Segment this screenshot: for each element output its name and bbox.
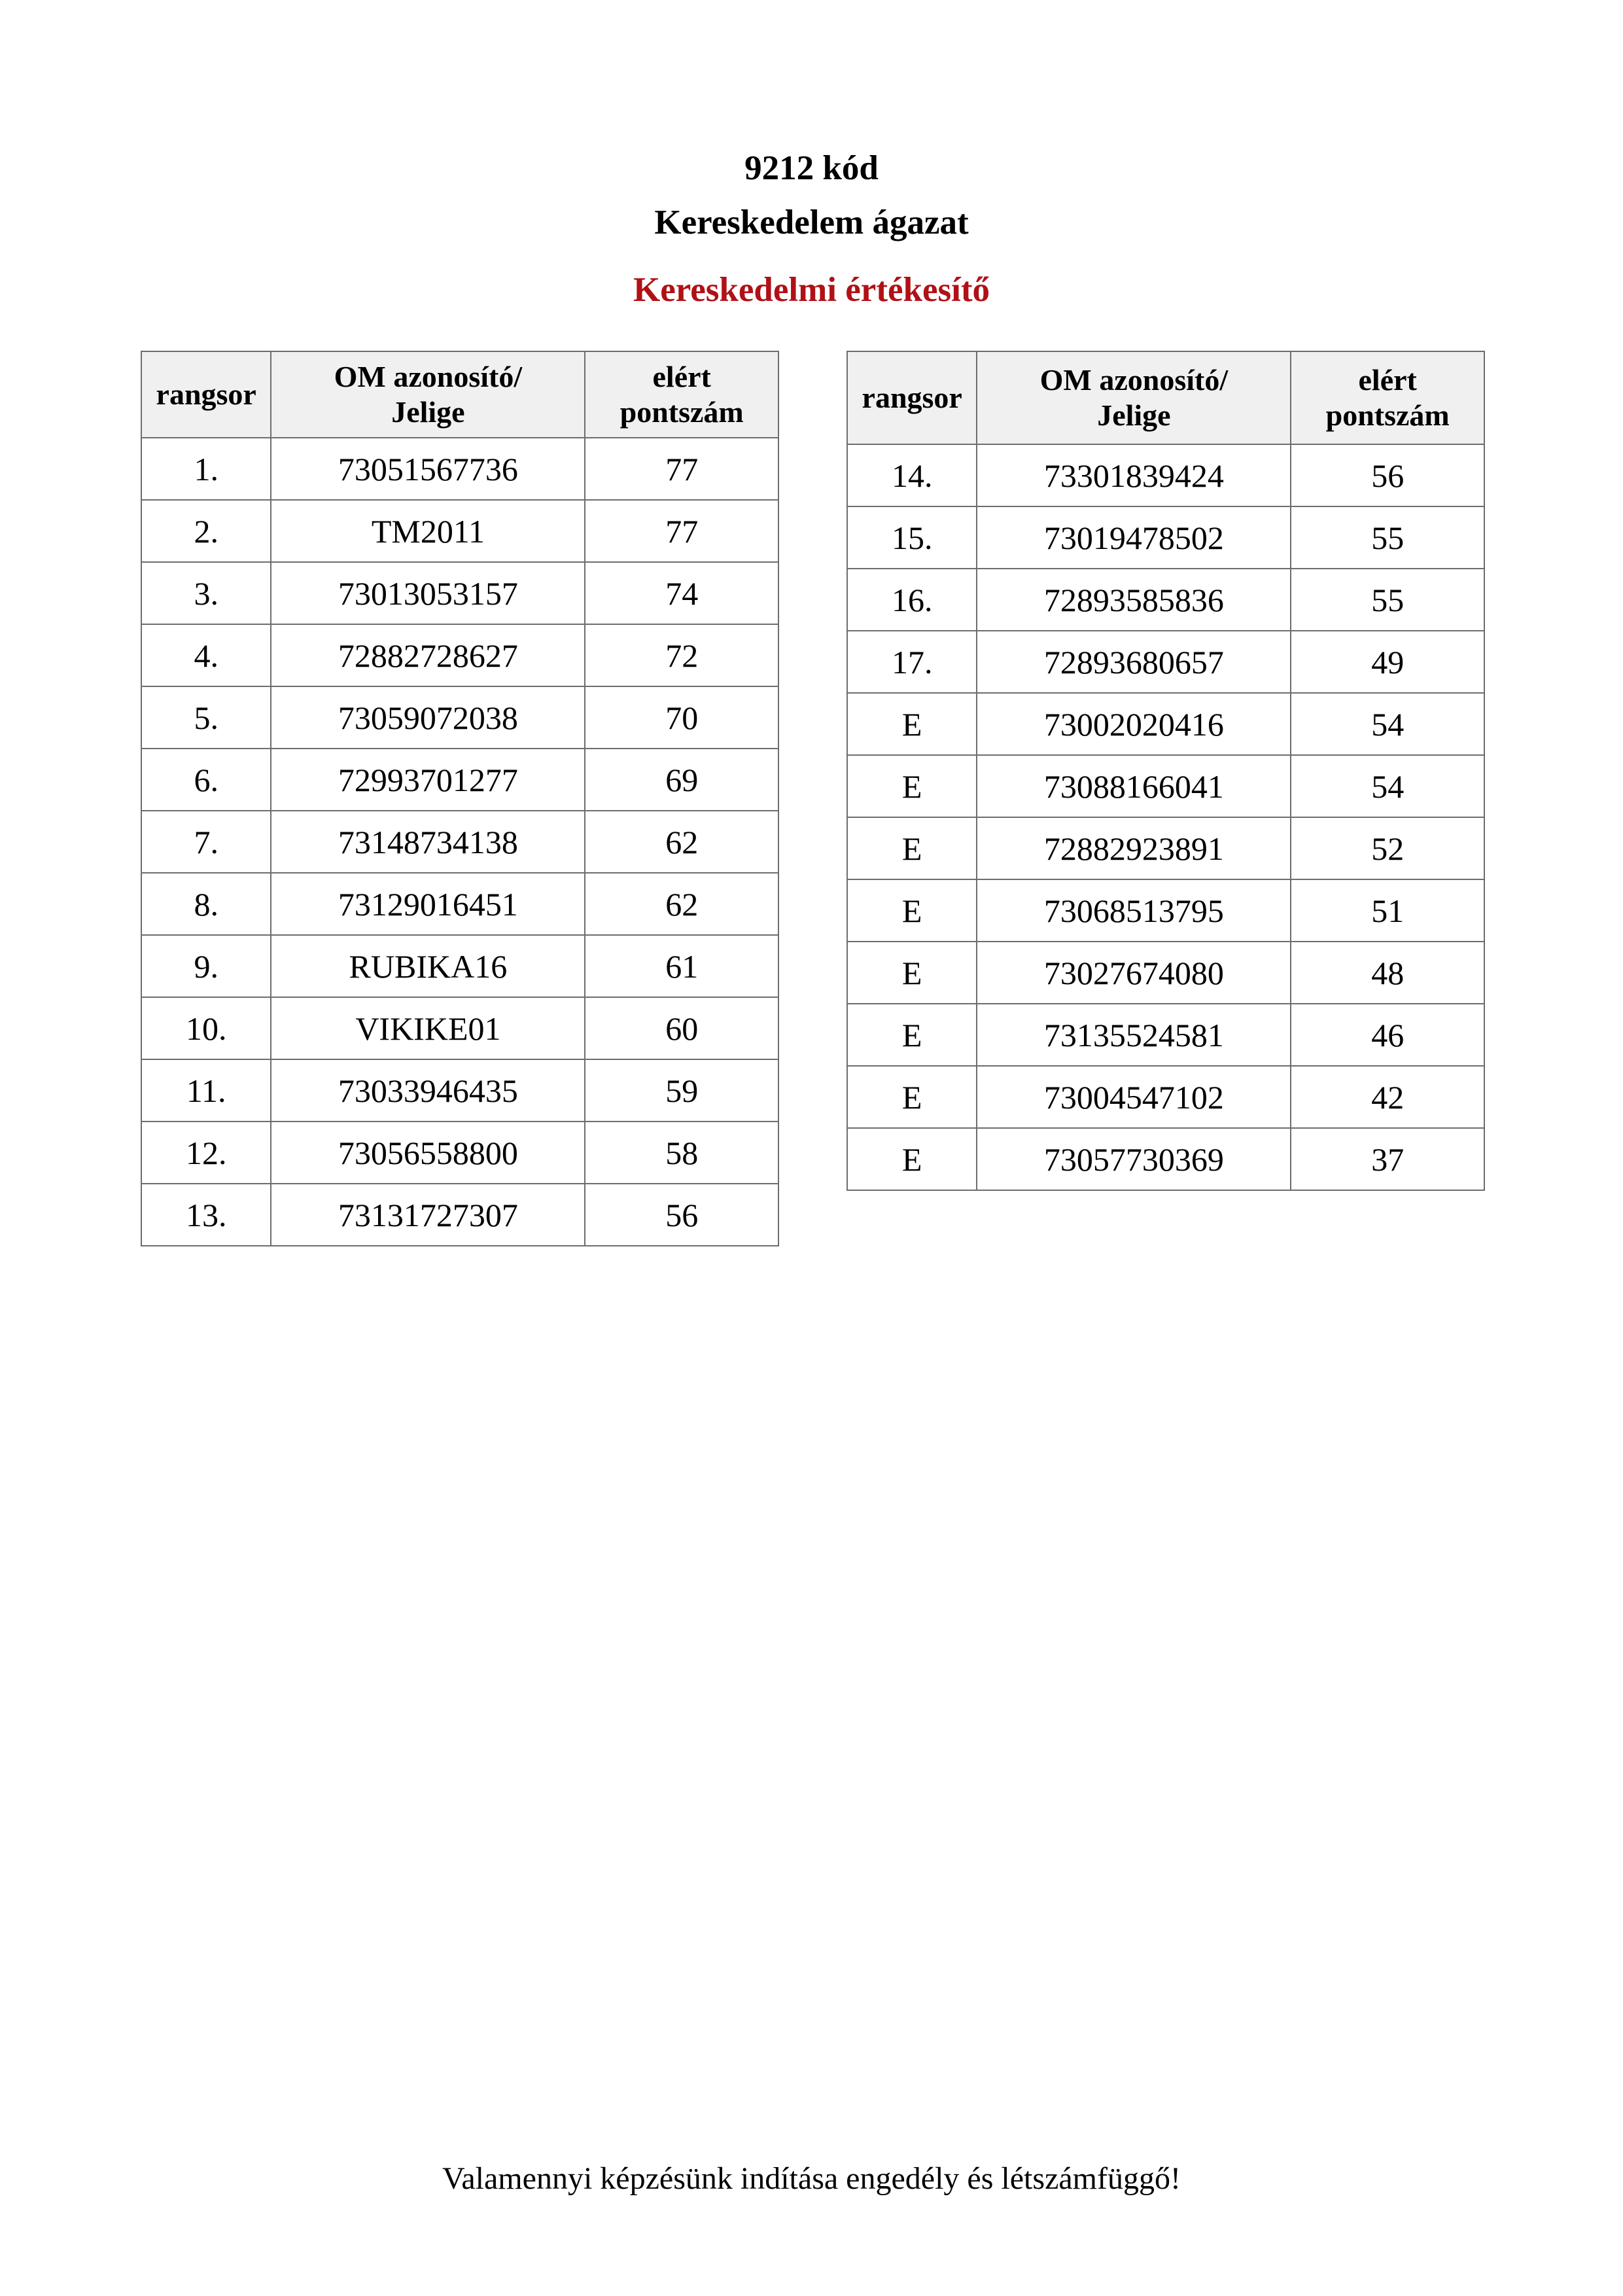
id-cell: 73057730369	[977, 1128, 1291, 1190]
rank-cell: 17.	[847, 631, 977, 693]
ranking-table-left	[141, 351, 779, 1246]
score-cell: 77	[585, 438, 778, 500]
table-row	[141, 500, 778, 562]
table-row	[141, 997, 778, 1059]
score-column-header	[585, 351, 778, 438]
table-row	[847, 755, 1484, 817]
rank-cell: 3.	[141, 562, 271, 624]
table-row	[847, 942, 1484, 1004]
id-cell: 73301839424	[977, 444, 1291, 506]
rank-cell: 9.	[141, 935, 271, 997]
table-row	[141, 624, 778, 686]
id-cell: 73088166041	[977, 755, 1291, 817]
id-cell: 72893680657	[977, 631, 1291, 693]
score-cell: 56	[1291, 444, 1484, 506]
sector-title: Kereskedelem ágazat	[654, 203, 969, 241]
score-cell: 58	[585, 1122, 778, 1184]
id-header-line2: Jelige	[391, 395, 465, 429]
id-cell: 73148734138	[271, 811, 585, 873]
score-cell: 69	[585, 749, 778, 811]
rank-cell: E	[847, 879, 977, 942]
id-cell: 72882923891	[977, 817, 1291, 879]
table-row	[141, 1059, 778, 1122]
rank-cell: E	[847, 1128, 977, 1190]
rank-cell: 1.	[141, 438, 271, 500]
table-header-row	[847, 351, 1484, 444]
score-cell: 72	[585, 624, 778, 686]
table-row	[141, 562, 778, 624]
rank-cell: 16.	[847, 569, 977, 631]
score-cell: 37	[1291, 1128, 1484, 1190]
score-column-header	[1291, 351, 1484, 444]
id-cell: 73131727307	[271, 1184, 585, 1246]
table-header-row	[141, 351, 778, 438]
id-cell: 73135524581	[977, 1004, 1291, 1066]
table-row	[847, 693, 1484, 755]
table-row	[847, 506, 1484, 569]
table-row	[847, 1128, 1484, 1190]
table-row	[141, 1122, 778, 1184]
score-header-line2: pontszám	[620, 395, 744, 429]
id-cell: 73033946435	[271, 1059, 585, 1122]
score-cell: 77	[585, 500, 778, 562]
table-row	[141, 873, 778, 935]
rank-cell: E	[847, 755, 977, 817]
id-cell: 73051567736	[271, 438, 585, 500]
table-row	[141, 935, 778, 997]
id-header-line1: OM azonosító/	[1039, 363, 1229, 397]
score-cell: 62	[585, 873, 778, 935]
table-row	[847, 444, 1484, 506]
score-cell: 49	[1291, 631, 1484, 693]
rank-column-header	[847, 351, 977, 444]
rank-column-header	[141, 351, 271, 438]
id-cell: 73004547102	[977, 1066, 1291, 1128]
rank-cell: 14.	[847, 444, 977, 506]
document-code: 9212 kód	[744, 149, 879, 187]
table-row	[847, 569, 1484, 631]
score-cell: 54	[1291, 755, 1484, 817]
id-column-header	[977, 351, 1291, 444]
id-header-line2: Jelige	[1097, 398, 1171, 432]
table-row	[141, 438, 778, 500]
table-body-right	[847, 444, 1484, 1190]
table-row	[141, 811, 778, 873]
id-cell: VIKIKE01	[271, 997, 585, 1059]
score-cell: 61	[585, 935, 778, 997]
rank-cell: 13.	[141, 1184, 271, 1246]
id-column-header	[271, 351, 585, 438]
id-cell: 72993701277	[271, 749, 585, 811]
table-row	[847, 879, 1484, 942]
id-cell: 73002020416	[977, 693, 1291, 755]
table-row	[141, 1184, 778, 1246]
id-cell: 73059072038	[271, 686, 585, 749]
rank-cell: 2.	[141, 500, 271, 562]
score-cell: 42	[1291, 1066, 1484, 1128]
rank-cell: E	[847, 1066, 977, 1128]
profession-title: Kereskedelmi értékesítő	[633, 271, 990, 309]
id-cell: 73068513795	[977, 879, 1291, 942]
table-row	[847, 1066, 1484, 1128]
rank-cell: 8.	[141, 873, 271, 935]
id-cell: 73013053157	[271, 562, 585, 624]
rank-cell: E	[847, 693, 977, 755]
score-cell: 48	[1291, 942, 1484, 1004]
id-cell: 73129016451	[271, 873, 585, 935]
id-header-line1: OM azonosító/	[334, 360, 523, 393]
rank-header-label: rangsor	[156, 378, 256, 411]
rank-cell: E	[847, 1004, 977, 1066]
id-cell: 72893585836	[977, 569, 1291, 631]
score-cell: 59	[585, 1059, 778, 1122]
rank-cell: E	[847, 817, 977, 879]
score-header-line2: pontszám	[1325, 398, 1450, 432]
score-cell: 74	[585, 562, 778, 624]
rank-cell: 4.	[141, 624, 271, 686]
score-cell: 56	[585, 1184, 778, 1246]
id-cell: TM2011	[271, 500, 585, 562]
score-header-line1: elért	[652, 360, 711, 393]
id-cell: 73019478502	[977, 506, 1291, 569]
score-cell: 52	[1291, 817, 1484, 879]
rank-cell: 5.	[141, 686, 271, 749]
rank-cell: 10.	[141, 997, 271, 1059]
id-cell: 73027674080	[977, 942, 1291, 1004]
score-header-line1: elért	[1358, 363, 1417, 397]
rank-header-label: rangsor	[862, 381, 962, 414]
id-cell: 73056558800	[271, 1122, 585, 1184]
score-cell: 70	[585, 686, 778, 749]
id-cell: 72882728627	[271, 624, 585, 686]
rank-cell: 15.	[847, 506, 977, 569]
score-cell: 51	[1291, 879, 1484, 942]
rank-cell: 11.	[141, 1059, 271, 1122]
rank-cell: 6.	[141, 749, 271, 811]
score-cell: 60	[585, 997, 778, 1059]
score-cell: 54	[1291, 693, 1484, 755]
score-cell: 55	[1291, 569, 1484, 631]
score-cell: 62	[585, 811, 778, 873]
ranking-table-right	[846, 351, 1485, 1191]
id-cell: RUBIKA16	[271, 935, 585, 997]
table-row	[141, 686, 778, 749]
rank-cell: 12.	[141, 1122, 271, 1184]
footer-note: Valamennyi képzésünk indítása engedély és létszámfüggő!	[442, 2161, 1181, 2196]
table-row	[847, 1004, 1484, 1066]
score-cell: 55	[1291, 506, 1484, 569]
table-row	[847, 631, 1484, 693]
table-row	[141, 749, 778, 811]
table-body-left	[141, 438, 778, 1246]
rank-cell: 7.	[141, 811, 271, 873]
rank-cell: E	[847, 942, 977, 1004]
table-row	[847, 817, 1484, 879]
score-cell: 46	[1291, 1004, 1484, 1066]
